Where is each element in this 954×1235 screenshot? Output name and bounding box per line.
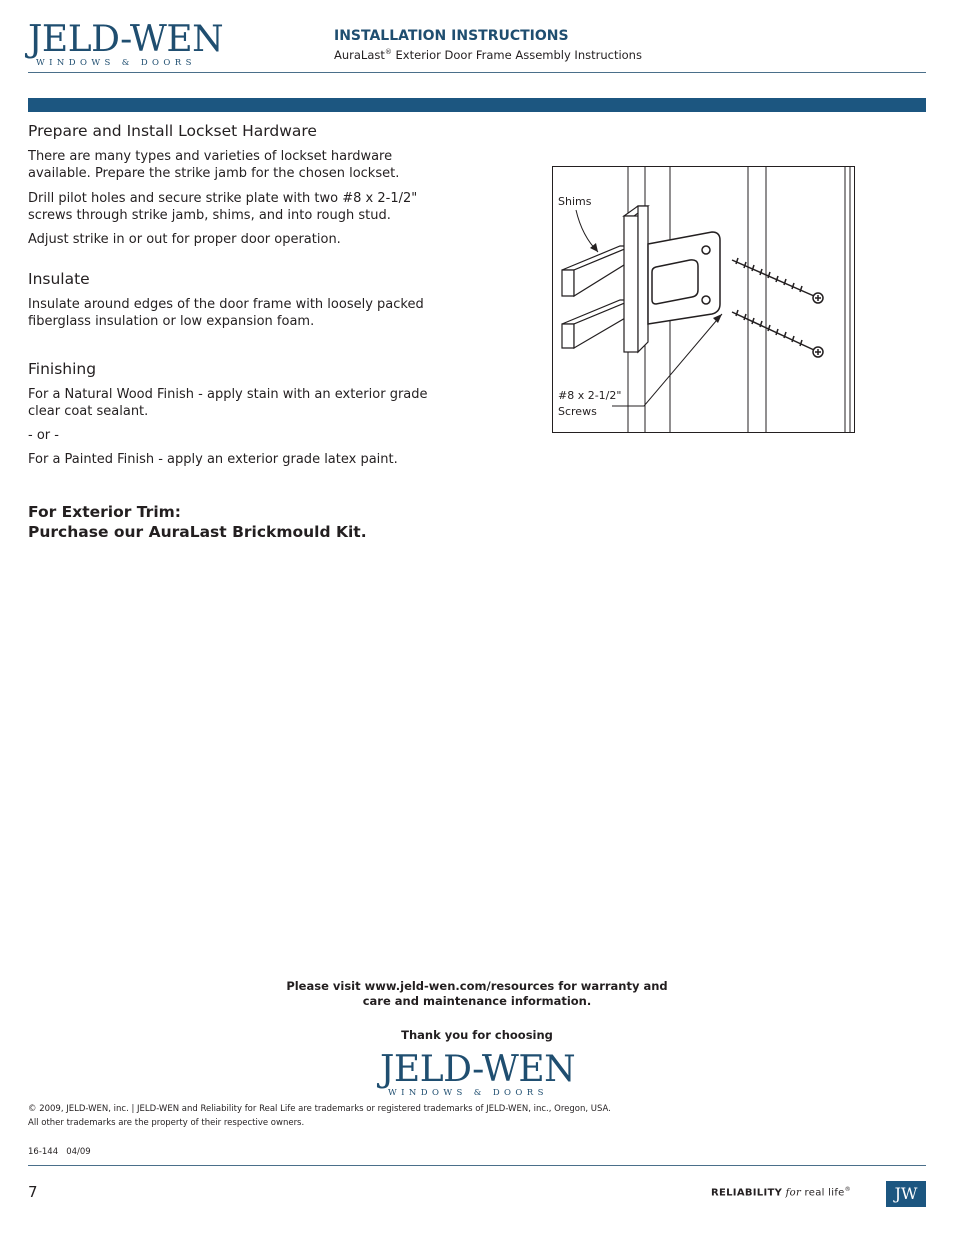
strike-plate-diagram <box>552 166 856 436</box>
footer-brand-logo <box>380 1049 576 1098</box>
exterior-trim-promo <box>28 502 367 542</box>
footer-logo-wordmark: JELD-WEN <box>380 1049 576 1090</box>
brand-logo-wordmark: JELD-WEN <box>28 19 224 60</box>
label-screws: Screws <box>558 405 597 418</box>
warranty-notice-line-1: Please visit www.jeld-wen.com/resources for warranty and <box>286 979 668 993</box>
tagline-real-life: real life <box>804 1187 845 1199</box>
footer-logo-tagline: WINDOWS & DOORS <box>388 1088 548 1098</box>
header-divider <box>28 72 926 73</box>
document-title: INSTALLATION INSTRUCTIONS <box>334 28 569 44</box>
strike-plate <box>648 232 720 324</box>
paragraph-lockset-types: There are many types and varieties of lockset hardware available. Prepare the strike jamb for the chosen lockset. <box>28 149 400 181</box>
brand-logo <box>28 19 224 68</box>
legal-line-1: © 2009, JELD-WEN, inc. | JELD-WEN and Reliability for Real Life are trademarks or registered trademarks of JELD-WEN, inc., Oregon, USA. <box>28 1104 611 1114</box>
promo-line-2: Purchase our AuraLast Brickmould Kit. <box>28 523 367 541</box>
paragraph-or-separator: - or - <box>28 428 59 443</box>
label-screws-size: #8 x 2-1/2" <box>558 389 622 402</box>
product-name: AuraLast <box>334 48 385 62</box>
reliability-tagline <box>711 1186 851 1198</box>
tagline-registered-mark: ® <box>844 1186 851 1193</box>
registered-mark: ® <box>384 48 392 57</box>
thank-you-text: Thank you for choosing <box>401 1028 553 1042</box>
section-heading-insulate: Insulate <box>28 270 90 288</box>
page-number: 7 <box>28 1183 38 1201</box>
tagline-for: for <box>785 1187 802 1199</box>
brand-logo-tagline: WINDOWS & DOORS <box>36 58 196 68</box>
tagline-reliability: RELIABILITY <box>711 1187 783 1199</box>
label-shims: Shims <box>558 195 592 208</box>
document-code: 16-144 04/09 <box>28 1147 91 1157</box>
section-heading-finishing: Finishing <box>28 360 97 378</box>
document-subtitle <box>334 48 642 62</box>
jw-monogram-logo: JW <box>886 1181 926 1207</box>
warranty-notice <box>0 979 954 1009</box>
legal-notice <box>28 1102 611 1130</box>
paragraph-drill-pilot-holes: Drill pilot holes and secure strike plate with two #8 x 2-1/2" screws through strike jamb, shims, and into rough stud. <box>28 191 418 223</box>
promo-line-1: For Exterior Trim: <box>28 503 181 521</box>
warranty-notice-line-2: care and maintenance information. <box>362 994 592 1008</box>
subtitle-text: Exterior Door Frame Assembly Instructions <box>391 48 642 62</box>
section-heading-lockset: Prepare and Install Lockset Hardware <box>28 122 317 140</box>
legal-line-2: All other trademarks are the property of their respective owners. <box>28 1118 305 1128</box>
paragraph-natural-wood-finish: For a Natural Wood Finish - apply stain with an exterior grade clear coat sealant. <box>28 387 428 419</box>
header-band <box>28 98 926 112</box>
paragraph-adjust-strike: Adjust strike in or out for proper door operation. <box>28 232 341 247</box>
paragraph-insulate: Insulate around edges of the door frame with loosely packed fiberglass insulation or low expansion foam. <box>28 297 424 329</box>
paragraph-painted-finish: For a Painted Finish - apply an exterior grade latex paint. <box>28 452 398 467</box>
footer-divider <box>28 1165 926 1166</box>
strike-jamb-block <box>624 206 648 352</box>
